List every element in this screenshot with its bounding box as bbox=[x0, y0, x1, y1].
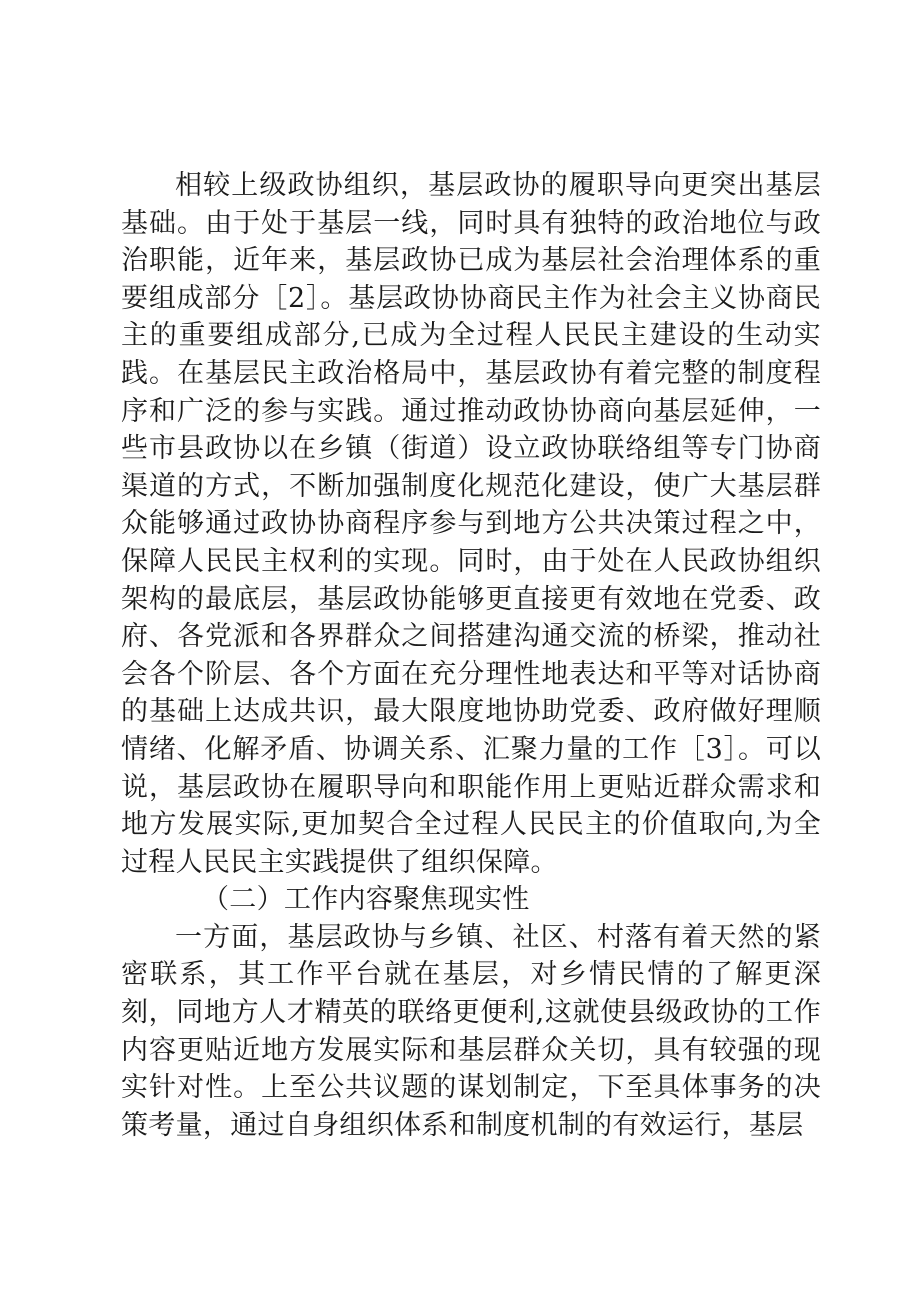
paragraph-1: 相较上级政协组织，基层政协的履职导向更突出基层基础。由于处于基层一线，同时具有独特的政治地位与政治职能，近年来，基层政协已成为基层社会治理体系的重要组成部分［2］。基层政协协商民主作为社会主义协商民主的重要组成部分,已成为全过程人民民主建设的生动实践。在基层民主政治格局中，基层政协有着完整的制度程序和广泛的参与实践。通过推动政协协商向基层延伸，一些市县政协以在乡镇（街道）设立政协联络组等专门协商渠道的方式，不断加强制度化规范化建设，使广大基层群众能够通过政协协商程序参与到地方公共决策过程之中，保障人民民主权利的实现。同时，由于处在人民政协组织架构的最底层，基层政协能够更直接更有效地在党委、政府、各党派和各界群众之间搭建沟通交流的桥梁，推动社会各个阶层、各个方面在充分理性地表达和平等对话协商的基础上达成共识，最大限度地协助党委、政府做好理顺情绪、化解矛盾、协调关系、汇聚力量的工作［3］。可以说，基层政协在履职导向和职能作用上更贴近群众需求和地方发展实际,更加契合全过程人民民主的价值取向,为全过程人民民主实践提供了组织保障。 bbox=[121, 170, 821, 878]
section-heading: （二）工作内容聚焦现实性 bbox=[202, 884, 530, 916]
document-body bbox=[121, 167, 821, 1144]
paragraph-2: 一方面，基层政协与乡镇、社区、村落有着天然的紧密联系，其工作平台就在基层，对乡情民情的了解更深刻，同地方人才精英的联络更便利,这就使县级政协的工作内容更贴近地方发展实际和基层群众关切，具有较强的现实针对性。上至公共议题的谋划制定，下至具体事务的决策考量，通过自身组织体系和制度机制的有效运行，基层 bbox=[121, 921, 821, 1141]
